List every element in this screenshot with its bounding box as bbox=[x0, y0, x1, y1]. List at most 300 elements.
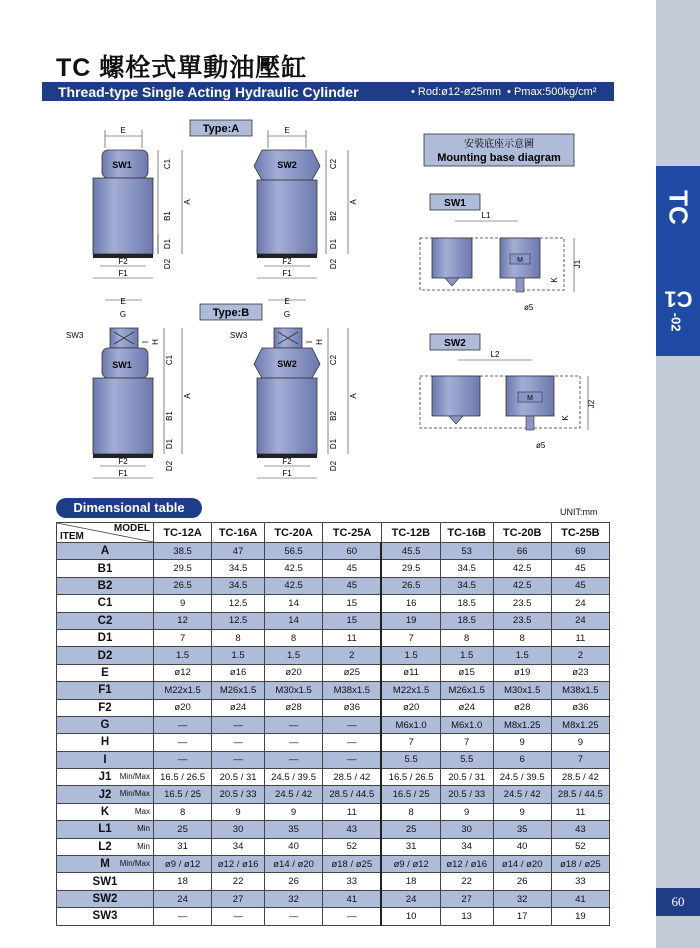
table-cell: 1.5 bbox=[381, 647, 440, 664]
svg-text:J1: J1 bbox=[573, 259, 582, 269]
table-cell: 8 bbox=[440, 629, 493, 646]
table-row bbox=[57, 647, 610, 664]
table-cell: — bbox=[212, 751, 265, 768]
table-cell: 28.5 / 42 bbox=[551, 769, 609, 786]
svg-text:B2: B2 bbox=[329, 411, 338, 421]
table-cell: 15 bbox=[323, 612, 382, 629]
svg-text:SW1: SW1 bbox=[112, 160, 132, 170]
svg-text:SW3: SW3 bbox=[230, 331, 248, 340]
table-cell: ø12 / ø16 bbox=[212, 856, 265, 873]
svg-text:J2: J2 bbox=[587, 399, 596, 409]
table-cell: 30 bbox=[212, 821, 265, 838]
svg-text:K: K bbox=[550, 277, 559, 283]
svg-text:G: G bbox=[283, 310, 291, 319]
table-cell: ø9 / ø12 bbox=[381, 856, 440, 873]
table-corner-cell bbox=[57, 523, 154, 543]
table-cell: 1.5 bbox=[264, 647, 322, 664]
table-cell: 16 bbox=[381, 595, 440, 612]
row-item-cell bbox=[57, 890, 154, 907]
row-item-cell bbox=[57, 856, 154, 873]
table-cell: 26.5 bbox=[381, 577, 440, 594]
table-cell: ø36 bbox=[551, 699, 609, 716]
table-cell: 29.5 bbox=[154, 560, 212, 577]
svg-text:A: A bbox=[349, 199, 358, 205]
table-cell: 47 bbox=[212, 543, 265, 560]
table-cell: 23.5 bbox=[493, 595, 551, 612]
table-cell: 24.5 / 42 bbox=[493, 786, 551, 803]
table-cell: 35 bbox=[264, 821, 322, 838]
table-cell: 45.5 bbox=[381, 543, 440, 560]
table-row bbox=[57, 560, 610, 577]
svg-text:F2: F2 bbox=[282, 257, 292, 266]
table-cell: 11 bbox=[323, 629, 382, 646]
model-header: TC-16B bbox=[440, 523, 493, 543]
table-cell: 56.5 bbox=[264, 543, 322, 560]
table-cell: — bbox=[323, 908, 382, 925]
row-item-label: I bbox=[103, 753, 107, 766]
table-cell: 5.5 bbox=[381, 751, 440, 768]
svg-text:F1: F1 bbox=[282, 469, 292, 478]
table-cell: M8x1.25 bbox=[493, 716, 551, 733]
svg-text:L1: L1 bbox=[481, 211, 491, 220]
svg-text:SW1: SW1 bbox=[444, 198, 466, 209]
table-cell: — bbox=[264, 734, 322, 751]
table-row bbox=[57, 803, 610, 820]
table-row bbox=[57, 751, 610, 768]
row-item-cell bbox=[57, 629, 154, 646]
svg-text:E: E bbox=[284, 297, 290, 306]
table-cell: 26 bbox=[264, 873, 322, 890]
table-cell: 5.5 bbox=[440, 751, 493, 768]
table-cell: 27 bbox=[212, 890, 265, 907]
spec-line bbox=[403, 86, 614, 98]
table-cell: 41 bbox=[551, 890, 609, 907]
table-cell: — bbox=[154, 908, 212, 925]
row-item-cell bbox=[57, 908, 154, 925]
table-cell: 24.5 / 42 bbox=[264, 786, 322, 803]
row-item-cell bbox=[57, 682, 154, 699]
table-row bbox=[57, 543, 610, 560]
row-item-label: F2 bbox=[98, 701, 112, 714]
row-item-cell bbox=[57, 699, 154, 716]
table-cell: 9 bbox=[493, 803, 551, 820]
svg-text:D1: D1 bbox=[329, 238, 338, 250]
table-cell: — bbox=[323, 716, 382, 733]
svg-text:F2: F2 bbox=[118, 457, 128, 466]
table-cell: 24 bbox=[154, 890, 212, 907]
model-header: TC-20B bbox=[493, 523, 551, 543]
table-cell: 22 bbox=[212, 873, 265, 890]
table-cell: 52 bbox=[551, 838, 609, 855]
table-cell: 45 bbox=[323, 560, 382, 577]
table-cell: 38.5 bbox=[154, 543, 212, 560]
table-cell: 42.5 bbox=[493, 577, 551, 594]
svg-text:F1: F1 bbox=[118, 469, 128, 478]
table-cell: ø19 bbox=[493, 664, 551, 681]
svg-text:Mounting base diagram: Mounting base diagram bbox=[437, 152, 561, 164]
table-cell: M6x1.0 bbox=[381, 716, 440, 733]
table-cell: 1.5 bbox=[212, 647, 265, 664]
table-cell: 15 bbox=[323, 595, 382, 612]
table-row bbox=[57, 577, 610, 594]
table-row bbox=[57, 786, 610, 803]
subtitle: Thread-type Single Acting Hydraulic Cylinder bbox=[58, 83, 359, 100]
table-cell: 45 bbox=[323, 577, 382, 594]
table-cell: 30 bbox=[440, 821, 493, 838]
svg-text:E: E bbox=[284, 126, 290, 135]
table-cell: — bbox=[323, 734, 382, 751]
table-cell: 2 bbox=[551, 647, 609, 664]
table-cell: 6 bbox=[493, 751, 551, 768]
table-cell: 41 bbox=[323, 890, 382, 907]
table-cell: 7 bbox=[551, 751, 609, 768]
svg-text:SW2: SW2 bbox=[444, 338, 466, 349]
svg-text:C1: C1 bbox=[165, 354, 174, 366]
table-cell: — bbox=[264, 751, 322, 768]
table-cell: 40 bbox=[264, 838, 322, 855]
table-cell: 11 bbox=[551, 629, 609, 646]
row-item-label: G bbox=[100, 719, 110, 732]
table-body bbox=[57, 543, 610, 926]
table-cell: 25 bbox=[154, 821, 212, 838]
table-cell: 2 bbox=[323, 647, 382, 664]
model-header: TC-12B bbox=[381, 523, 440, 543]
table-row bbox=[57, 716, 610, 733]
svg-text:B2: B2 bbox=[329, 211, 338, 221]
row-item-cell bbox=[57, 803, 154, 820]
table-row bbox=[57, 838, 610, 855]
table-cell: 24 bbox=[551, 612, 609, 629]
row-item-label: J2 bbox=[98, 788, 112, 801]
table-cell: 53 bbox=[440, 543, 493, 560]
svg-text:C1: C1 bbox=[163, 158, 172, 170]
svg-text:C2: C2 bbox=[329, 354, 338, 366]
table-row bbox=[57, 734, 610, 751]
table-cell: M26x1.5 bbox=[440, 682, 493, 699]
svg-text:SW3: SW3 bbox=[66, 331, 84, 340]
table-cell: 40 bbox=[493, 838, 551, 855]
row-item-label: K bbox=[100, 806, 110, 819]
table-cell: 18.5 bbox=[440, 595, 493, 612]
page-title: TC 螺栓式單動油壓缸 bbox=[56, 54, 308, 82]
model-header: TC-20A bbox=[264, 523, 322, 543]
table-cell: 20.5 / 33 bbox=[440, 786, 493, 803]
row-item-cell bbox=[57, 786, 154, 803]
table-cell: 23.5 bbox=[493, 612, 551, 629]
table-row bbox=[57, 769, 610, 786]
model-header: TC-12A bbox=[154, 523, 212, 543]
table-cell: 7 bbox=[381, 629, 440, 646]
svg-text:E: E bbox=[120, 297, 126, 306]
technical-diagrams bbox=[40, 114, 600, 494]
table-cell: 8 bbox=[154, 803, 212, 820]
table-cell: 24 bbox=[551, 595, 609, 612]
svg-text:I: I bbox=[141, 340, 150, 344]
svg-text:ø5: ø5 bbox=[524, 303, 534, 312]
table-cell: ø18 / ø25 bbox=[323, 856, 382, 873]
table-cell: 8 bbox=[381, 803, 440, 820]
page-number: 60 bbox=[656, 888, 700, 916]
table-cell: 7 bbox=[440, 734, 493, 751]
table-cell: 7 bbox=[381, 734, 440, 751]
row-item-label: SW2 bbox=[92, 893, 118, 905]
table-cell: 66 bbox=[493, 543, 551, 560]
table-cell: M38x1.5 bbox=[551, 682, 609, 699]
table-row bbox=[57, 682, 610, 699]
mounting-sw1 bbox=[420, 194, 582, 312]
svg-text:E: E bbox=[120, 126, 126, 135]
table-cell: — bbox=[264, 716, 322, 733]
svg-text:M: M bbox=[517, 257, 523, 264]
table-cell: 17 bbox=[493, 908, 551, 925]
row-qualifier: Min/Max bbox=[119, 789, 150, 799]
table-cell: — bbox=[264, 908, 322, 925]
row-item-cell bbox=[57, 664, 154, 681]
table-cell: 43 bbox=[323, 821, 382, 838]
table-cell: 42.5 bbox=[264, 577, 322, 594]
row-item-label: C2 bbox=[97, 614, 113, 627]
svg-text:C2: C2 bbox=[329, 158, 338, 170]
table-cell: 28.5 / 44.5 bbox=[551, 786, 609, 803]
table-cell: 12.5 bbox=[212, 612, 265, 629]
table-cell: 13 bbox=[440, 908, 493, 925]
table-cell: — bbox=[212, 716, 265, 733]
table-row bbox=[57, 664, 610, 681]
table-cell: ø15 bbox=[440, 664, 493, 681]
svg-text:A: A bbox=[183, 199, 192, 205]
table-cell: 8 bbox=[212, 629, 265, 646]
row-item-cell bbox=[57, 873, 154, 890]
row-item-label: H bbox=[100, 736, 110, 749]
svg-text:L2: L2 bbox=[490, 350, 500, 359]
svg-text:SW2: SW2 bbox=[277, 359, 297, 369]
table-cell: 33 bbox=[551, 873, 609, 890]
table-cell: 19 bbox=[551, 908, 609, 925]
table-cell: ø18 / ø25 bbox=[551, 856, 609, 873]
table-cell: ø20 bbox=[264, 664, 322, 681]
table-cell: 43 bbox=[551, 821, 609, 838]
table-cell: — bbox=[323, 751, 382, 768]
table-cell: 26.5 bbox=[154, 577, 212, 594]
table-cell: 1.5 bbox=[493, 647, 551, 664]
svg-text:F2: F2 bbox=[282, 457, 292, 466]
dimensional-table bbox=[56, 522, 610, 926]
table-cell: 32 bbox=[493, 890, 551, 907]
row-item-cell bbox=[57, 595, 154, 612]
table-cell: M30x1.5 bbox=[264, 682, 322, 699]
table-cell: 42.5 bbox=[493, 560, 551, 577]
table-row bbox=[57, 699, 610, 716]
table-cell: 42.5 bbox=[264, 560, 322, 577]
svg-text:安裝底座示意圖: 安裝底座示意圖 bbox=[464, 139, 534, 150]
table-cell: 18.5 bbox=[440, 612, 493, 629]
svg-text:D2: D2 bbox=[165, 460, 174, 472]
table-row bbox=[57, 890, 610, 907]
spec-pmax: • Pmax:500kg/cm² bbox=[507, 85, 597, 98]
row-item-label: L2 bbox=[98, 840, 112, 853]
table-cell: — bbox=[154, 751, 212, 768]
table-cell: 11 bbox=[551, 803, 609, 820]
row-item-label: M bbox=[100, 858, 110, 871]
table-cell: ø28 bbox=[493, 699, 551, 716]
table-cell: M8x1.25 bbox=[551, 716, 609, 733]
table-cell: ø14 / ø20 bbox=[493, 856, 551, 873]
row-item-cell bbox=[57, 560, 154, 577]
table-cell: M6x1.0 bbox=[440, 716, 493, 733]
side-tab-series: TC bbox=[663, 190, 694, 225]
table-cell: 9 bbox=[551, 734, 609, 751]
table-cell: 9 bbox=[440, 803, 493, 820]
model-header: TC-16A bbox=[212, 523, 265, 543]
table-cell: ø20 bbox=[381, 699, 440, 716]
side-tab-code: C1-02 bbox=[663, 286, 693, 332]
row-item-cell bbox=[57, 612, 154, 629]
table-cell: 34.5 bbox=[212, 577, 265, 594]
row-qualifier: Min bbox=[137, 841, 150, 851]
table-row bbox=[57, 908, 610, 925]
table-cell: 16.5 / 26.5 bbox=[154, 769, 212, 786]
table-cell: 1.5 bbox=[440, 647, 493, 664]
table-cell: 24.5 / 39.5 bbox=[493, 769, 551, 786]
row-item-label: F1 bbox=[98, 684, 112, 697]
row-item-cell bbox=[57, 734, 154, 751]
table-cell: 24 bbox=[381, 890, 440, 907]
table-row bbox=[57, 856, 610, 873]
model-header: TC-25A bbox=[323, 523, 382, 543]
table-cell: ø14 / ø20 bbox=[264, 856, 322, 873]
svg-text:Type:A: Type:A bbox=[202, 123, 240, 135]
table-cell: 52 bbox=[323, 838, 382, 855]
table-cell: 8 bbox=[493, 629, 551, 646]
corner-item: ITEM bbox=[60, 531, 84, 542]
svg-text:K: K bbox=[561, 415, 570, 421]
table-cell: 28.5 / 44.5 bbox=[323, 786, 382, 803]
table-cell: 32 bbox=[264, 890, 322, 907]
table-cell: 27 bbox=[440, 890, 493, 907]
row-item-label: D2 bbox=[97, 649, 113, 662]
table-cell: 29.5 bbox=[381, 560, 440, 577]
row-item-label: SW3 bbox=[92, 910, 118, 923]
row-item-cell bbox=[57, 821, 154, 838]
table-cell: 20.5 / 31 bbox=[440, 769, 493, 786]
corner-model: MODEL bbox=[113, 523, 150, 534]
dimensional-table-title: Dimensional table bbox=[56, 498, 202, 518]
row-qualifier: Min bbox=[137, 824, 150, 834]
svg-text:F1: F1 bbox=[118, 269, 128, 278]
type-a-label bbox=[190, 120, 252, 136]
table-cell: 60 bbox=[323, 543, 382, 560]
table-cell: — bbox=[154, 734, 212, 751]
row-item-cell bbox=[57, 838, 154, 855]
table-cell: 18 bbox=[154, 873, 212, 890]
table-cell: ø12 / ø16 bbox=[440, 856, 493, 873]
table-cell: 34 bbox=[212, 838, 265, 855]
row-qualifier: Min/Max bbox=[119, 772, 150, 782]
svg-text:A: A bbox=[183, 393, 192, 399]
table-cell: M22x1.5 bbox=[381, 682, 440, 699]
table-cell: 31 bbox=[154, 838, 212, 855]
table-cell: ø9 / ø12 bbox=[154, 856, 212, 873]
table-cell: 9 bbox=[264, 803, 322, 820]
table-cell: M38x1.5 bbox=[323, 682, 382, 699]
svg-text:F2: F2 bbox=[118, 257, 128, 266]
table-cell: ø25 bbox=[323, 664, 382, 681]
row-item-label: B2 bbox=[97, 579, 113, 592]
type-b-label bbox=[200, 304, 262, 320]
row-item-cell bbox=[57, 647, 154, 664]
table-cell: 26 bbox=[493, 873, 551, 890]
row-qualifier: Min/Max bbox=[119, 859, 150, 869]
table-cell: — bbox=[212, 908, 265, 925]
table-cell: 69 bbox=[551, 543, 609, 560]
model-header: TC-25B bbox=[551, 523, 609, 543]
table-cell: 35 bbox=[493, 821, 551, 838]
row-item-label: L1 bbox=[98, 823, 112, 836]
table-cell: ø36 bbox=[323, 699, 382, 716]
svg-text:Type:B: Type:B bbox=[212, 307, 250, 319]
svg-text:D2: D2 bbox=[163, 258, 172, 270]
table-cell: 7 bbox=[154, 629, 212, 646]
table-cell: M26x1.5 bbox=[212, 682, 265, 699]
mounting-sw2 bbox=[420, 334, 596, 450]
row-item-cell bbox=[57, 577, 154, 594]
side-strip bbox=[656, 0, 700, 948]
table-cell: 22 bbox=[440, 873, 493, 890]
svg-text:A: A bbox=[349, 393, 358, 399]
table-cell: 19 bbox=[381, 612, 440, 629]
unit-label: UNIT:mm bbox=[560, 507, 598, 517]
table-row bbox=[57, 595, 610, 612]
table-cell: ø23 bbox=[551, 664, 609, 681]
table-cell: 25 bbox=[381, 821, 440, 838]
svg-text:F1: F1 bbox=[282, 269, 292, 278]
svg-text:D1: D1 bbox=[165, 438, 174, 450]
table-cell: 24.5 / 39.5 bbox=[264, 769, 322, 786]
table-cell: 20.5 / 33 bbox=[212, 786, 265, 803]
table-cell: ø24 bbox=[440, 699, 493, 716]
table-row bbox=[57, 873, 610, 890]
cylinder-type-b-sw1 bbox=[66, 297, 192, 478]
svg-text:H: H bbox=[151, 339, 160, 345]
table-cell: ø16 bbox=[212, 664, 265, 681]
table-cell: 34.5 bbox=[440, 560, 493, 577]
table-cell: 9 bbox=[493, 734, 551, 751]
table-cell: ø11 bbox=[381, 664, 440, 681]
table-cell: 16.5 / 26.5 bbox=[381, 769, 440, 786]
cylinder-type-a-sw2 bbox=[254, 126, 358, 278]
table-cell: 18 bbox=[381, 873, 440, 890]
svg-text:D2: D2 bbox=[329, 460, 338, 472]
table-cell: 8 bbox=[264, 629, 322, 646]
table-cell: 14 bbox=[264, 595, 322, 612]
table-cell: ø12 bbox=[154, 664, 212, 681]
row-item-label: B1 bbox=[97, 562, 113, 575]
table-cell: 14 bbox=[264, 612, 322, 629]
svg-text:I: I bbox=[305, 340, 314, 344]
row-item-label: J1 bbox=[98, 771, 112, 784]
svg-text:SW2: SW2 bbox=[277, 160, 297, 170]
svg-text:H: H bbox=[315, 339, 324, 345]
table-cell: 34 bbox=[440, 838, 493, 855]
table-row bbox=[57, 612, 610, 629]
table-cell: 31 bbox=[381, 838, 440, 855]
row-item-label: E bbox=[101, 666, 109, 679]
row-item-cell bbox=[57, 769, 154, 786]
svg-text:SW1: SW1 bbox=[112, 360, 132, 370]
table-cell: M30x1.5 bbox=[493, 682, 551, 699]
row-item-cell bbox=[57, 716, 154, 733]
subtitle-bar bbox=[42, 82, 614, 101]
